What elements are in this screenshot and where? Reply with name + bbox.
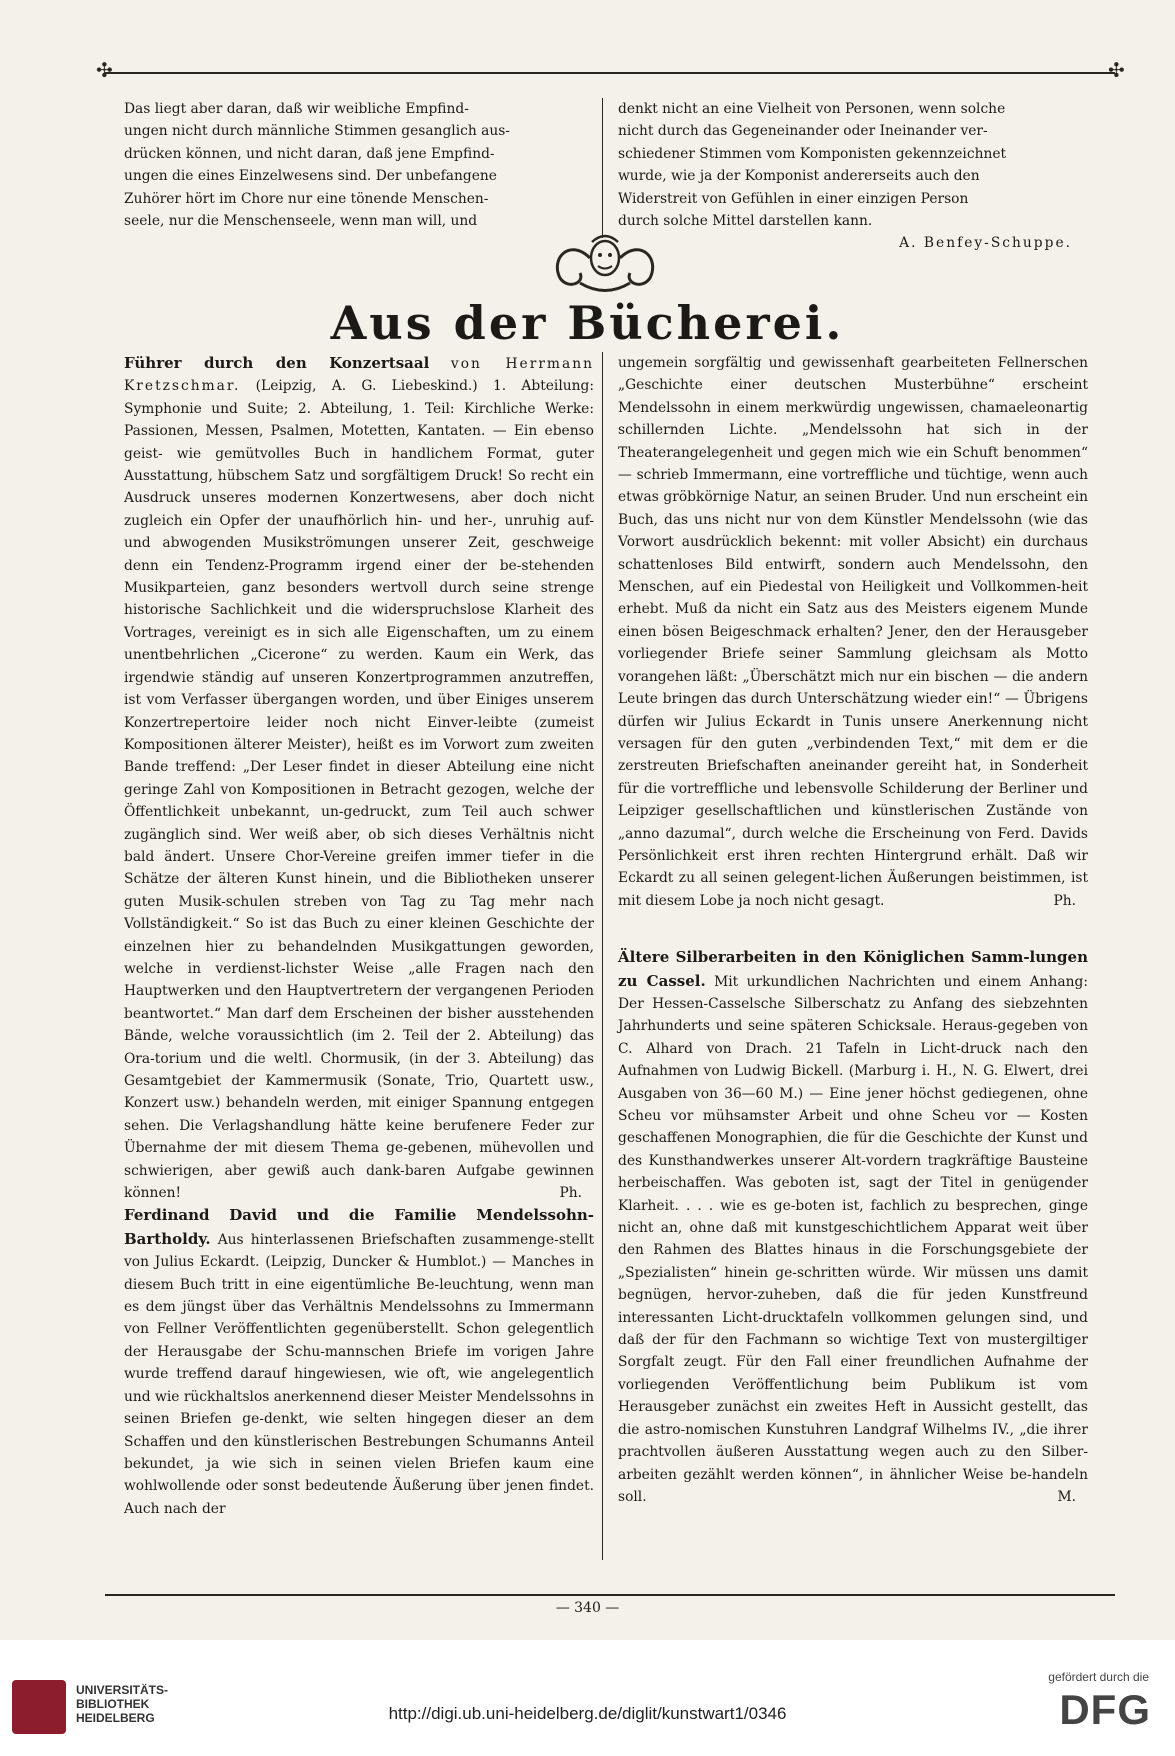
digitization-footer (0, 1640, 1175, 1756)
review-entry-continuation (618, 352, 1088, 912)
main-right-column (618, 352, 1088, 1508)
column-divider (602, 98, 603, 238)
university-line: UNIVERSITÄTS- (76, 1683, 169, 1697)
bottom-border-rule (105, 1594, 1115, 1596)
text-line: ungen die eines Einzelwesens sind. Der unbefangene (124, 168, 497, 185)
entry-author: von Herrmann Kretzschmar. (124, 356, 594, 395)
entry-signature: Ph. (1053, 892, 1076, 909)
main-left-column (124, 352, 594, 1520)
entry-text: Aus hinterlassenen Briefschaften zusammenge-stellt von Julius Eckardt. (Leipzig, Duncker & Humblot.) — Manches in diesem Buch tritt in eine eigentümliche Be-leuchtung, wenn man es dem jüngst über das Verhältnis Mendelssohns zu Immermann von Fellner Veröffentlichten gegenüberstellt. Schon gelegentlich der Herausgabe der Schu-mannschen Briefe im vorigen Jahre wurde treffend darauf hingewiesen, wie oft, wie angelegentlich und wie rückhaltslos anerkennend dieser Meister Mendelssohns in seinen Briefen ge-denkt, wie selten hingegen dieser an dem Schaffen und den künstlerischen Bestrebungen Schumanns Anteil bekundet, ja wie sich in seinen vielen Briefen kaum eine wohlwollende oder sonst bedeutende Äußerung über jenen findet. Auch nach der (124, 1231, 594, 1517)
author-signature: A. Benfey-Schuppe. (899, 235, 1072, 252)
review-entry-david-mendelssohn (124, 1204, 594, 1520)
text-line: Widerstreit von Gefühlen in einer einzigen Person (618, 190, 969, 207)
funded-by-label: gefördert durch die (1048, 1670, 1149, 1684)
text-line: nicht durch das Gegeneinander oder Ineinander ver- (618, 123, 988, 140)
entry-text: Mit urkundlichen Nachrichten und einem Anhang: Der Hessen-Casselsche Silberschatz zu Anfang des siebzehnten Jahrhunderts und seine späteren Schicksale. Heraus-gegeben von C. Alhard von Drach. 21 Tafeln in Licht-druck nach den Aufnahmen von Ludwig Bickell. (Marburg i. H., N. G. Elwert, drei Ausgaben von 36—60 M.) — Eine jener höchst gediegenen, ohne Scheu vor mühsamster Arbeit und ohne Scheu vor — Kosten geschaffenen Monographien, die für die Geschichte der Kunst und des Kunsthandwerkes unserer Alt-vordern tragkräftige Bausteine herbeischaffen. Was geboten ist, sagt der Titel in genügender Klarheit. . . . wie es ge-boten ist, fachlich zu besprechen, ginge nicht an, ohne daß mit kunstgeschichtlichem Apparat weit über den Rahmen des Blattes hinaus in die Forschungsgebiete der „Spezialisten“ hinein ge-schritten würde. Wir müssen uns damit begnügen, hervor-zuheben, daß die für jeden Kunstfreund interessanten Licht-drucktafeln vollkommen gelungen sind, und daß der für den Fachmann so wichtige Text von mustergiltiger Sorgfalt zeugt. Für den Fall einer freundlichen Aufnahme der vorliegenden Veröffentlichung beim Publikum ist vom Herausgeber zunächst ein zweites Heft in Aussicht gestellt, das die astro-nomischen Kunstuhren Landgraf Wilhelms IV., „die ihrer prachtvollen äußeren Ausstattung wegen auch zu den Silber-arbeiten gezählt werden können“, in ähnlicher Weise be-handeln soll. (618, 973, 1088, 1505)
top-left-column (124, 98, 594, 232)
text-line: wurde, wie ja der Komponist andererseits auch den (618, 168, 980, 185)
entry-heading: Ältere Silberarbeiten in den Königlichen Samm-lungen zu Cassel. (618, 948, 1088, 990)
review-entry-konzertsaal (124, 352, 594, 1204)
review-entry-silberarbeiten (618, 946, 1088, 1508)
text-line: seele, nur die Menschenseele, wenn man will, und (124, 213, 478, 230)
top-border-rule (105, 72, 1115, 74)
entry-heading: Führer durch den Konzertsaal (124, 354, 430, 372)
entry-signature: M. (1057, 1488, 1076, 1505)
corner-ornament-icon: ✣ (1108, 58, 1125, 82)
university-line: HEIDELBERG (76, 1711, 155, 1725)
entry-text: ungemein sorgfältig und gewissenhaft gearbeiteten Fellnerschen „Geschichte einer deutschen Musterbühne“ erscheint Mendelssohn in einem merkwürdig ungewissen, chamaeleonartig schillernden Lichte. „Mendelssohn hat sich in der Theaterangelegenheit und gegen mich wie ein Schuft benommen“ — schrieb Immermann, eine vortreffliche und tüchtige, wenn auch etwas gröbkörnige Natur, an seinen Bruder. Und nun erscheint ein Buch, das uns nicht nur von dem Künstler Mendelssohn (wie das Vorwort ausdrücklich bekennt: mit voller Absicht) ein durchaus schattenloses Bild entwirft, sondern auch Mendelssohn, den Menschen, auf ein Piedestal von Heiligkeit und Vollkommen-heit erhebt. Muß da nicht ein Satz aus des Meisters eigenem Munde einen bösen Beigeschmack erhalten? Jener, den der Herausgeber vorliegender Briefe seiner Sammlung gleichsam als Motto vorangehen läßt: „Überschätzt mich nur ein bischen — die andern Leute bringen das durch Unterschätzung wieder ein!“ — Übrigens dürfen wir Julius Eckardt in Tunis unsere Anerkennung nicht versagen für den guten „verbindenden Text,“ mit dem er die zerstreuten Briefschaften aneinander gereiht hat, in Sonderheit für die vortreffliche und lebensvolle Schilderung der Berliner und Leipziger gesellschaftlichen und künstlerischen Zustände von „anno dazumal“, durch welche die Erscheinung von Ferd. Davids Persönlichkeit erst ihren rechten Hintergrund erhält. Daß wir Eckardt zu all seinen gelegent-lichen Äußerungen beistimmen, ist mit diesem Lobe ja noch nicht gesagt. (618, 355, 1088, 909)
text-line: ungen nicht durch männliche Stimmen gesanglich aus- (124, 123, 510, 140)
text-line: denkt nicht an eine Vielheit von Personen, wenn solche (618, 101, 1006, 117)
text-line: Zuhörer hört im Chore nur eine tönende Menschen- (124, 190, 489, 207)
entry-heading: Ferdinand David und die Familie Mendelssohn-Bartholdy. (124, 1206, 594, 1248)
entry-text: (Leipzig, A. G. Liebeskind.) 1. Abteilung: Symphonie und Suite; 2. Abteilung, 1. Teil: Kirchliche Werke: Passionen, Messen, Psalmen, Motetten, Kantaten. — Ein ebenso geist- wie gemütvolles Buch in handlichem Format, guter Ausstattung, hübschem Satz und sorgfältigem Druck! So recht ein Ausdruck unseres modernen Konzertwesens, aber doch nicht zugleich ein Opfer der unaufhörlich hin- und her-, unruhig auf- und abwogenden Musikströmungen unserer Zeit, geschweige denn ein Tendenz-Programm irgend einer der be-stehenden Musikparteien, ganz besonders wertvoll durch seine strenge historische Sachlichkeit und die widerspruchslose Klarheit des Vortrages, vereinigt es in sich alle Eigenschaften, um zu einem unentbehrlichen „Cicerone“ zu werden. Kaum ein Werk, das irgendwie ständig auf unseren Konzertprogrammen anzutreffen, ist vom Verfasser übergangen worden, und über Einiges unserem Konzertrepertoire leider noch nicht Einver-leibte (zumeist Kompositionen älterer Meister), heißt es im Vorwort zum zweiten Bande treffend: „Der Leser findet in dieser Abteilung eine nicht geringe Zahl von Kompositionen in Betracht gezogen, welche der Öffentlichkeit unbekannt, un-gedruckt, zum Teil auch schwer zugänglich sind. Wer weiß aber, ob sich dieses Verhältnis nicht bald ändert. Unsere Chor-Vereine greifen immer tiefer in die Schätze der älteren Kunst hinein, und die Bibliotheken unserer guten Musik-schulen streben von Tag zu Tag mehr nach Vollständigkeit.“ So ist das Buch zu einer kleinen Geschichte der einzelnen hier zu behandelnden Musikgattungen geworden, welche in verdienst-lichster Weise „alle Fragen nach den Hauptwerken und den Hauptvertretern der vergangenen Perioden beantwortet.“ Man darf dem Erscheinen der bisher ausstehenden Bände, welche voraussichtlich (im 2. Teil der 2. Abteilung) das Ora-torium und die weltl. Chormusik, (in der 3. Abteilung) das Gesamtgebiet der Kammermusik (Sonate, Trio, Quartett usw., Konzert usw.) behandeln werden, mit einiger Spannung entgegen sehen. Die Verlagshandlung hätte keine berufenere Feder zur Übernahme der mit diesem Thema ge-gebenen, mühevollen und schwierigen, aber gewiß auch dank-baren Aufgabe gewinnen können! (124, 378, 595, 1202)
text-line: durch solche Mittel darstellen kann. (618, 213, 873, 230)
text-line: schiedener Stimmen vom Komponisten gekennzeichnet (618, 145, 1007, 162)
section-title: Aus der Bücherei. (330, 296, 845, 350)
column-divider (602, 352, 603, 1560)
source-url-link[interactable]: http://digi.ub.uni-heidelberg.de/diglit/kunstwart1/0346 (388, 1704, 787, 1723)
corner-ornament-icon: ✣ (96, 58, 113, 82)
text-line: Das liegt aber daran, daß wir weibliche Empfind- (124, 101, 469, 117)
text-line: drücken können, und nicht daran, daß jene Empfind- (124, 145, 495, 162)
top-right-column (618, 98, 1088, 255)
vignette-ornament-icon (540, 228, 670, 298)
page-number: — 340 — (555, 1600, 620, 1616)
dfg-logo: DFG (1059, 1686, 1151, 1733)
university-line: BIBLIOTHEK (76, 1697, 150, 1711)
entry-signature: Ph. (559, 1185, 582, 1202)
